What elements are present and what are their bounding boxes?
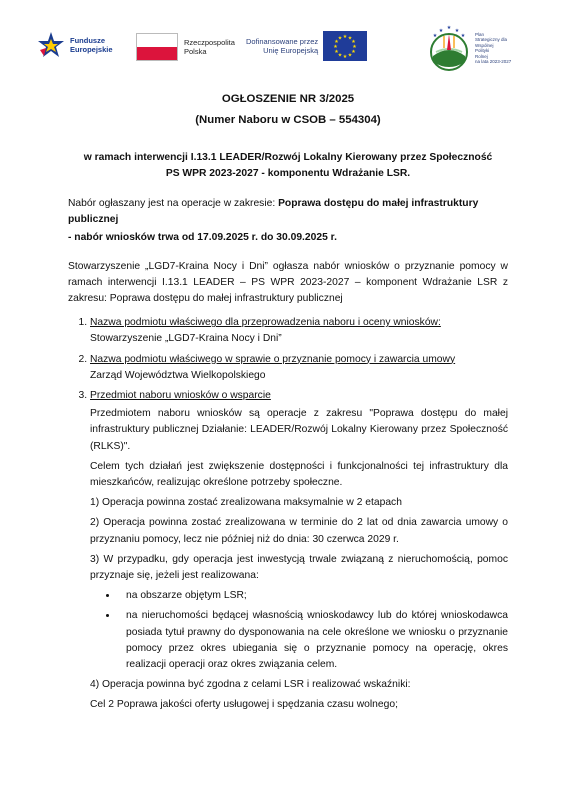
svg-text:★: ★ — [438, 28, 444, 34]
svg-text:★: ★ — [334, 39, 339, 45]
fe-star-icon — [36, 30, 66, 60]
eu-funding-logo — [246, 31, 367, 61]
logo-bar — [36, 26, 529, 84]
svg-text:★: ★ — [460, 33, 466, 39]
item2-heading: 2. Nazwa podmiotu właściwego w sprawie o przyznanie pomocy i zawarcia umowy — [90, 353, 456, 365]
svg-text:★: ★ — [337, 35, 343, 42]
intro-line2: PS WPR 2023-2027 - komponentu Wdrażanie LSR. — [165, 168, 411, 179]
psp-wpr-emblem-icon — [426, 22, 472, 74]
plan-line6: na lata 2023-2027 — [475, 59, 512, 64]
svg-text:★: ★ — [351, 49, 356, 55]
announcement-title: OGŁOSZENIE NR 3/2025 — [221, 93, 355, 105]
svg-text:★: ★ — [351, 39, 356, 45]
info-list — [68, 315, 508, 713]
plan-line4: Polityki — [475, 48, 490, 53]
item1-heading: 1. Nazwa podmiotu właściwego dla przeprowadzenia naboru i oceny wniosków: — [90, 317, 441, 329]
item3-p4: 2) Operacja powinna zostać zrealizowana w terminie do 2 lat od dnia zawarcia umowy o przyznaniu pomocy, lecz nie później niż do dnia: 30 czerwca 2029 r. — [90, 517, 508, 545]
item3-p3: 1) Operacja powinna zostać zrealizowana maksymalnie w 2 etapach — [90, 497, 402, 509]
rp-line2: Polska — [184, 47, 207, 56]
item3-p7: Cel 2 Poprawa jakości oferty usługowej i spędzania czasu wolnego; — [90, 699, 398, 711]
fe-line2: Europejskie — [70, 45, 113, 54]
list-item — [90, 315, 508, 347]
plan-line3: Wspólnej — [475, 42, 494, 48]
scope-bold: Poprawa dostępu do małej infrastruktury publicznej — [68, 198, 479, 226]
item3-p2: Celem tych działań jest zwiększenie dostępności i funkcjonalności tej infrastruktury dla mieszkańców, realizując określone potrzeby społeczne. — [90, 460, 508, 489]
ue-line2: Unię Europejską — [263, 46, 319, 55]
plan-line1: Plan — [475, 31, 485, 37]
eu-flag-icon — [323, 31, 367, 61]
svg-text:★: ★ — [347, 52, 353, 59]
svg-text:★: ★ — [342, 54, 348, 60]
svg-text:★: ★ — [454, 28, 460, 34]
item3-heading: 3. Przedmiot naboru wniosków o wsparcie — [90, 390, 271, 402]
rzeczpospolita-polska-logo — [136, 33, 235, 61]
scope-paragraph — [68, 196, 508, 228]
svg-text:★: ★ — [432, 33, 438, 39]
bullet-item: • na nieruchomości będącej własnością wnioskodawcy lub do której wnioskodawca posiada tytuł prawny do dysponowania na cele określone we wniosku o przyznanie pomocy przez okres ubiegania się o przyznanie pomocy na operację, okres realizacji operacji oraz okres związania celem. — [118, 608, 508, 673]
item3-p5: 3) W przypadku, gdy operacja jest inwestycją trwale związaną z nieruchomością, pomoc przyznaje się, jeżeli jest realizowana: — [90, 553, 508, 582]
plan-line5: Rolnej — [475, 53, 488, 59]
svg-text:★: ★ — [333, 44, 338, 50]
item2-text: Zarząd Województwa Wielkopolskiego — [90, 369, 266, 381]
fundusze-europejskie-logo — [36, 30, 113, 60]
list-item — [90, 352, 508, 384]
announcement-subtitle: (Numer Naboru w CSOB – 554304) — [195, 114, 381, 126]
item1-text: Stowarzyszenie „LGD7-Kraina Nocy i Dni” — [90, 333, 282, 345]
conditions-list — [90, 588, 508, 673]
list-item — [90, 388, 508, 714]
item3-p1: Przedmiotem naboru wniosków są operacje z zakresu "Poprawa dostępu do małej infrastruktury publicznej Działanie: LEADER/Rozwój Lokalny Kierowany przez Społeczność (RLKS)". — [90, 408, 508, 452]
plan-strategiczny-logo — [426, 22, 511, 74]
svg-text:★: ★ — [446, 25, 452, 31]
scope-prefix: Nabór ogłaszany jest na operacje w zakresie: — [68, 198, 279, 209]
announcement-document — [68, 92, 508, 714]
svg-text:★: ★ — [342, 34, 348, 40]
intro-line1: w ramach interwencji I.13.1 LEADER/Rozwój Lokalny Kierowany przez Społeczność — [83, 152, 493, 163]
rp-line1: Rzeczpospolita — [184, 38, 235, 47]
intro-paragraph: Stowarzyszenie „LGD7-Kraina Nocy i Dni” ogłasza nabór wniosków o przyznanie pomocy w ramach interwencji I.13.1 LEADER – PS WPR 2023-2027 – komponent Wdrażanie LSR z zakresu: Poprawa dostępu do małej infrastruktury publicznej — [68, 260, 508, 305]
svg-text:★: ★ — [334, 49, 339, 55]
svg-text:★: ★ — [337, 52, 343, 59]
deadline: - nabór wniosków trwa od 17.09.2025 r. do 30.09.2025 r. — [68, 232, 337, 244]
fe-line1: Fundusze — [70, 36, 105, 45]
bullet-item: • na obszarze objętym LSR; — [118, 588, 508, 604]
item3-p6: 4) Operacja powinna być zgodna z celami LSR i realizować wskaźniki: — [90, 679, 411, 691]
svg-text:★: ★ — [352, 44, 357, 50]
svg-text:★: ★ — [347, 35, 353, 42]
polish-flag-icon — [136, 33, 178, 61]
ue-line1: Dofinansowane przez — [246, 37, 319, 46]
plan-line2: Strategiczny dla — [475, 37, 508, 42]
